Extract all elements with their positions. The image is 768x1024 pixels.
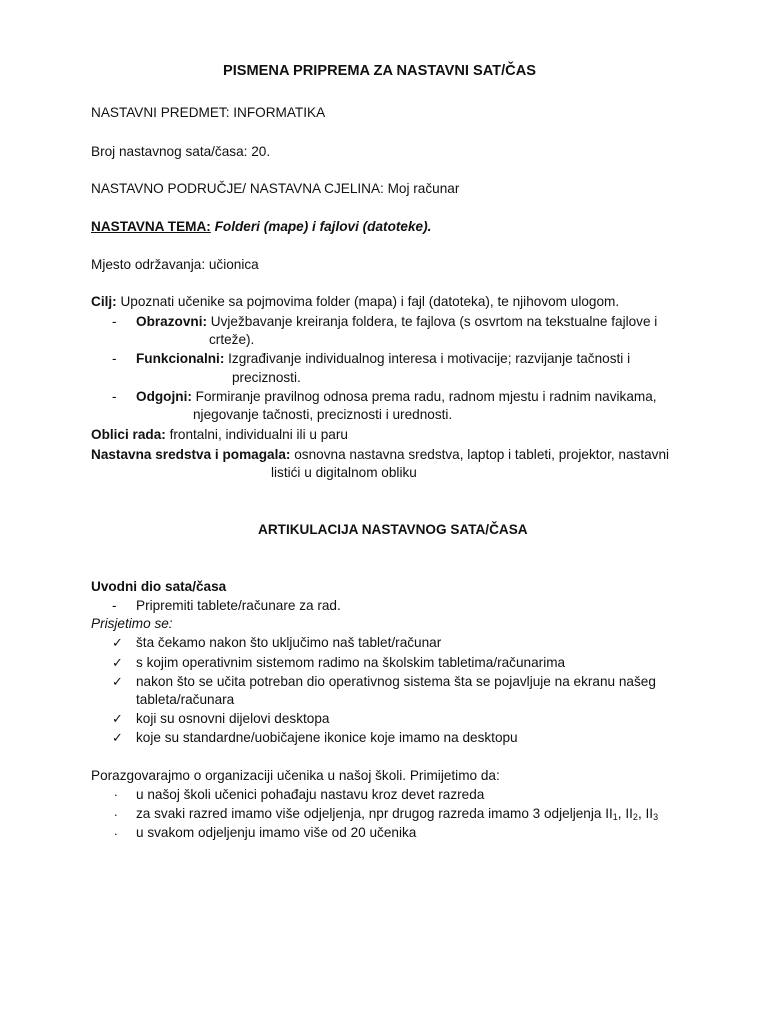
discussion-intro: Porazgovarajmo o organizaciji učenika u našoj školi. Primijetimo da: <box>91 768 500 783</box>
teaching-aids-line <box>91 446 669 463</box>
subscript: 1 <box>612 812 618 822</box>
teaching-aids-label: Nastavna sredstva i pomagala: <box>91 447 291 462</box>
discussion-item-text: za svaki razred imamo više odjeljenja, npr drugog razreda imamo 3 odjeljenja II <box>136 806 613 821</box>
objective-text: Formiranje pravilnog odnosa prema radu, radnom mjestu i radnim navikama, <box>195 389 657 404</box>
goal-text: Upoznati učenike sa pojmovima folder (mapa) i fajl (datoteka), te njihovom ulogom. <box>120 294 620 309</box>
objective-label: Funkcionalni: <box>136 351 225 366</box>
objective-text-cont: crteže). <box>209 332 255 347</box>
objective-educational <box>136 313 657 330</box>
location-line: Mjesto održavanja: učionica <box>91 257 259 272</box>
dash-bullet: - <box>112 314 117 329</box>
topic-line <box>91 218 431 235</box>
objective-text-cont: njegovanje tačnosti, preciznosti i urednosti. <box>193 407 453 422</box>
objective-upbringing <box>136 388 657 405</box>
discussion-item: u našoj školi učenici pohađaju nastavu kroz devet razreda <box>136 787 485 802</box>
lesson-number: Broj nastavnog sata/časa: 20. <box>91 144 271 159</box>
objective-label: Odgojni: <box>136 389 192 404</box>
class-prefix: II <box>645 806 654 821</box>
section-title: ARTIKULACIJA NASTAVNOG SATA/ČASA <box>258 522 528 537</box>
discussion-item <box>136 805 658 826</box>
check-item-cont: tableta/računara <box>136 692 235 707</box>
objective-label: Obrazovni: <box>136 314 207 329</box>
check-item: šta čekamo nakon što uključimo naš tablet/računar <box>136 635 442 650</box>
area-line: NASTAVNO PODRUČJE/ NASTAVNA CJELINA: Moj računar <box>91 181 460 196</box>
teaching-aids-text-cont: listići u digitalnom obliku <box>271 465 417 480</box>
subscript: 2 <box>632 812 638 822</box>
checkmark-icon: ✓ <box>112 711 123 726</box>
check-item: nakon što se učita potreban dio operativnog sistema šta se pojavljuje na ekranu našeg <box>136 674 656 689</box>
dot-bullet: . <box>114 784 118 799</box>
dash-bullet: - <box>112 351 117 366</box>
prep-item: Pripremiti tablete/računare za rad. <box>136 598 341 613</box>
checkmark-icon: ✓ <box>112 635 123 650</box>
topic-label: NASTAVNA TEMA: <box>91 219 211 234</box>
dash-bullet: - <box>112 598 117 613</box>
recall-label: Prisjetimo se: <box>91 616 173 631</box>
dash-bullet: - <box>112 389 117 404</box>
class-prefix: II <box>625 806 633 821</box>
discussion-item: u svakom odjeljenju imamo više od 20 učenika <box>136 825 417 840</box>
dot-bullet: . <box>114 823 118 838</box>
separator: , <box>637 806 646 821</box>
dot-bullet: . <box>114 804 118 819</box>
objective-text: Uvježbavanje kreiranja foldera, te fajlova (s osvrtom na tekstualne fajlove i <box>210 314 658 329</box>
document-title: PISMENA PRIPREMA ZA NASTAVNI SAT/ČAS <box>223 63 536 79</box>
separator: , <box>617 806 626 821</box>
goal-label: Cilj: <box>91 294 117 309</box>
check-item: koji su osnovni dijelovi desktopa <box>136 711 330 726</box>
checkmark-icon: ✓ <box>112 674 123 689</box>
subject-line: NASTAVNI PREDMET: INFORMATIKA <box>91 105 326 120</box>
subscript: 3 <box>653 812 659 822</box>
goal-line <box>91 293 619 310</box>
work-forms-value: frontalni, individualni ili u paru <box>169 427 348 442</box>
objective-text: Izgrađivanje individualnog interesa i motivacije; razvijanje tačnosti i <box>228 351 631 366</box>
work-forms-label: Oblici rada: <box>91 427 166 442</box>
teaching-aids-text: osnovna nastavna sredstva, laptop i tableti, projektor, nastavni <box>294 447 670 462</box>
objective-functional <box>136 350 630 367</box>
topic-value: Folderi (mape) i fajlovi (datoteke). <box>214 219 432 234</box>
checkmark-icon: ✓ <box>112 655 123 670</box>
check-item: koje su standardne/uobičajene ikonice koje imamo na desktopu <box>136 730 518 745</box>
check-item: s kojim operativnim sistemom radimo na školskim tabletima/računarima <box>136 655 566 670</box>
objective-text-cont: preciznosti. <box>232 370 301 385</box>
intro-heading: Uvodni dio sata/časa <box>91 579 227 594</box>
checkmark-icon: ✓ <box>112 730 123 745</box>
work-forms-line <box>91 426 348 443</box>
